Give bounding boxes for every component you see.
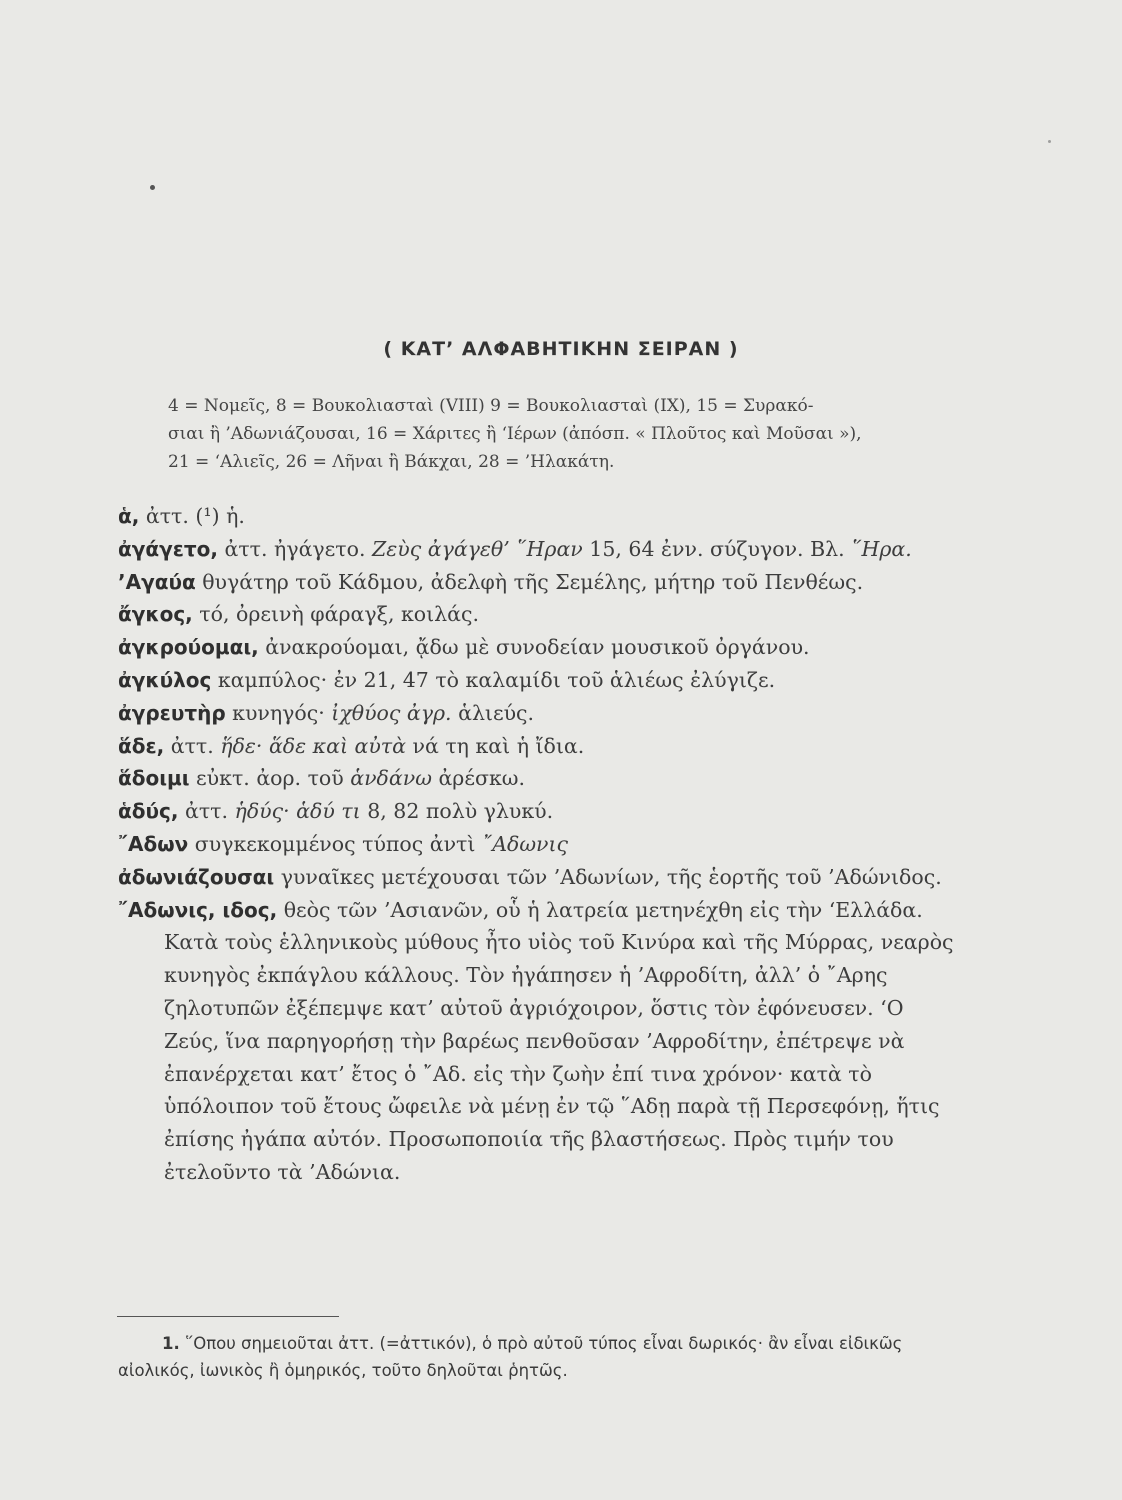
glossary-entry: [118, 631, 964, 664]
entry-definition: ἀττ.: [178, 799, 235, 824]
abbreviations-block: [168, 392, 964, 476]
entry-definition: συγκεκομμένος τύπος ἀντὶ: [188, 831, 482, 856]
glossary-entry: [118, 894, 964, 1189]
section-heading: ( ΚΑΤ’ ΑΛΦΑΒΗΤΙΚΗΝ ΣΕΙΡΑΝ ): [383, 338, 739, 360]
entry-definition: νά τη καὶ ἡ ἴδια.: [406, 733, 585, 758]
entry-definition: ἀττ.: [164, 733, 221, 758]
entry-citation: ἁνδάνω: [350, 766, 432, 791]
entry-headword: ἀγρευτὴρ: [118, 700, 226, 725]
glossary-entry: [118, 664, 964, 697]
ink-speck: [150, 185, 155, 190]
glossary-entry: [118, 828, 964, 861]
abbreviation-line: 4 = Νομεῖς, 8 = Βουκολιασταὶ (VIII) 9 = Βουκολιασταὶ (IX), 15 = Συρακό-: [168, 396, 814, 416]
entry-definition: ἀνακρούομαι, ᾄδω μὲ συνοδείαν μουσικοῦ ὀργάνου.: [258, 635, 810, 660]
glossary-entry: [118, 598, 964, 631]
entry-citation: ἰχθύος ἀγρ.: [331, 700, 452, 725]
glossary-entries: [118, 500, 964, 1189]
entry-headword: ῎Αδωνις, ιδος,: [118, 897, 278, 922]
footnote-text: ῞Οπου σημειοῦται ἀττ. (=ἀττικόν), ὁ πρὸ αὐτοῦ τύπος εἶναι δωρικός· ἂν εἶναι εἰδικῶς αἰολικός, ἰωνικὸς ἢ ὁμηρικός, τοῦτο δηλοῦται ῥητῶς.: [118, 1334, 903, 1380]
entry-citation: ἥδε· ἅδε καὶ αὐτὰ: [220, 733, 406, 758]
glossary-entry: [118, 533, 964, 566]
entry-headword: ἀδωνιάζουσαι: [118, 864, 275, 889]
entry-definition: ἀττ. (¹) ἡ.: [139, 504, 245, 528]
glossary-entry: [118, 697, 964, 730]
entry-citation: ἡδύς· ἁδύ τι: [234, 799, 361, 824]
abbreviation-line: σιαι ἢ ’Αδωνιάζουσαι, 16 = Χάριτες ἢ ‘Ιέρων (ἀπόσπ. « Πλοῦτος καὶ Μοῦσαι »),: [168, 424, 862, 444]
entry-headword: ἅδοιμι: [118, 766, 190, 791]
entry-citation: ῞Ηρα.: [851, 536, 912, 561]
entry-headword: ἀγκύλος: [118, 667, 212, 692]
footnote-rule: [117, 1316, 339, 1317]
entry-headword: ῎Αδων: [118, 831, 189, 856]
entry-headword: ἁδύς,: [118, 799, 179, 824]
abbreviation-line: 21 = ‘Αλιεῖς, 26 = Λῆναι ἢ Βάκχαι, 28 = ’Ηλακάτη.: [168, 452, 615, 472]
footnote: [118, 1330, 964, 1384]
entry-headword: ’Αγαύα: [118, 569, 196, 594]
glossary-entry: [118, 730, 964, 763]
entry-definition: κυνηγός·: [225, 700, 332, 725]
entry-definition: τό, ὀρεινὴ φάραγξ, κοιλάς.: [192, 602, 480, 627]
glossary-entry: [118, 566, 964, 599]
entry-definition: 8, 82 πολὺ γλυκύ.: [360, 799, 554, 824]
entry-definition: καμπύλος· ἐν 21, 47 τὸ καλαμίδι τοῦ ἁλιέως ἐλύγιζε.: [211, 667, 776, 692]
entry-definition: ἀττ. ἠγάγετο.: [217, 536, 373, 561]
footnote-number: 1.: [162, 1334, 180, 1353]
entry-definition: γυναῖκες μετέχουσαι τῶν ’Αδωνίων, τῆς ἑορτῆς τοῦ ’Αδώνιδος.: [274, 864, 942, 889]
entry-headword: ἀγάγετο,: [118, 536, 218, 561]
entry-headword: ἀγκρούομαι,: [118, 635, 259, 660]
glossary-entry: [118, 500, 964, 533]
entry-headword: ἅδε,: [118, 733, 165, 758]
glossary-entry: [118, 795, 964, 828]
entry-definition: θεὸς τῶν ’Ασιανῶν, οὗ ἡ λατρεία μετηνέχθη εἰς τὴν ‘Ελλάδα. Κατὰ τοὺς ἑλληνικοὺς μύθους ἦτο υἱὸς τοῦ Κινύρα καὶ τῆς Μύρρας, νεαρὸς κυνηγὸς ἐκπάγλου κάλλους. Τὸν ἠγάπησεν ἡ ’Αφροδίτη, ἀλλ’ ὁ ῎Αρης ζηλοτυπῶν ἐξέπεμψε κατ’ αὐτοῦ ἀγριόχοιρον, ὅστις τὸν ἐφόνευσεν. ‘Ο Ζεύς, ἵνα παρηγορήσῃ τὴν βαρέως πενθοῦσαν ’Αφροδίτην, ἐπέτρεψε νὰ ἐπανέρχεται κατ’ ἔτος ὁ ῎Αδ. εἰς τὴν ζωὴν ἐπί τινα χρόνον· κατὰ τὸ ὑπόλοιπον τοῦ ἔτους ὤφειλε νὰ μένῃ ἐν τῷ ῞Αδῃ παρὰ τῇ Περσεφόνῃ, ἥτις ἐπίσης ἠγάπα αὐτόν. Προσωποποιία τῆς βλαστήσεως. Πρὸς τιμήν του ἐτελοῦντο τὰ ’Αδώνια.: [164, 897, 954, 1184]
entry-definition: εὐκτ. ἀορ. τοῦ: [189, 766, 351, 791]
entry-definition: θυγάτηρ τοῦ Κάδμου, ἀδελφὴ τῆς Σεμέλης, μήτηρ τοῦ Πενθέως.: [195, 569, 864, 594]
entry-citation: Ζεὺς ἀγάγεθ’ ῞Ηραν: [372, 536, 583, 561]
ink-speck: [1048, 140, 1051, 143]
entry-definition: ἀρέσκω.: [431, 766, 525, 791]
entry-definition: 15, 64 ἐνν. σύζυγον. Βλ.: [582, 536, 852, 561]
entry-headword: ἁ,: [118, 504, 140, 528]
glossary-entry: [118, 762, 964, 795]
entry-headword: ἄγκος,: [118, 602, 193, 627]
entry-citation: ῎Αδωνις: [481, 831, 569, 856]
entry-definition: ἁλιεύς.: [451, 700, 535, 725]
glossary-entry: [118, 861, 964, 894]
